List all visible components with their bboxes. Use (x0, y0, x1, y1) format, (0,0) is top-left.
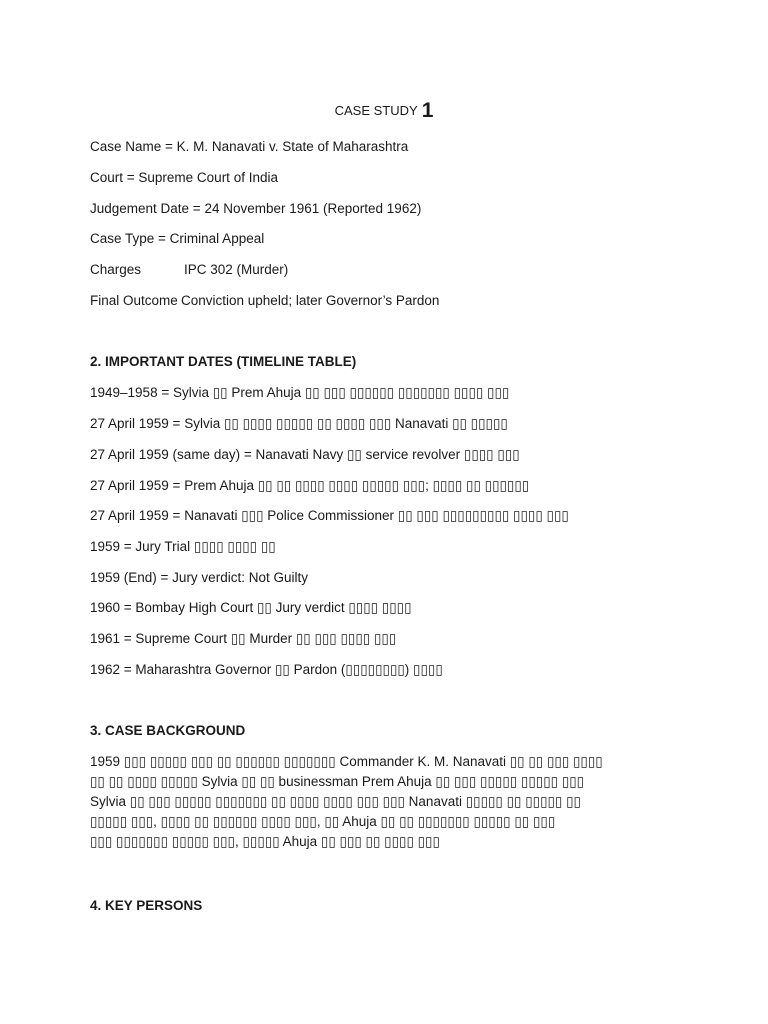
paragraph-line: ▯▯ ▯▯ ▯▯▯▯ ▯▯▯▯▯ Sylvia ▯▯ ▯▯ businessman Prem Ahuja ▯▯ ▯▯▯ ▯▯▯▯▯ ▯▯▯▯▯ ▯▯▯ (90, 774, 585, 789)
section-2-heading: 2. IMPORTANT DATES (TIMELINE TABLE) (90, 354, 357, 369)
paragraph-line: 1959 ▯▯▯ ▯▯▯▯▯ ▯▯▯ ▯▯ ▯▯▯▯▯▯ ▯▯▯▯▯▯▯ Commander K. M. Nanavati ▯▯ ▯▯ ▯▯▯ ▯▯▯▯ (90, 754, 603, 769)
timeline-item: 1961 = Supreme Court ▯▯ Murder ▯▯ ▯▯▯ ▯▯▯▯ ▯▯▯ (90, 631, 397, 646)
charges-label: Charges (90, 262, 142, 277)
timeline-item: 27 April 1959 = Sylvia ▯▯ ▯▯▯▯ ▯▯▯▯▯ ▯▯ ▯▯▯▯ ▯▯▯ Nanavati ▯▯ ▯▯▯▯▯ (90, 416, 508, 431)
timeline-item: 1949–1958 = Sylvia ▯▯ Prem Ahuja ▯▯ ▯▯▯ ▯▯▯▯▯▯ ▯▯▯▯▯▯▯ ▯▯▯▯ ▯▯▯ (90, 385, 510, 400)
judgement-date-line: Judgement Date = 24 November 1961 (Reported 1962) (90, 201, 422, 216)
charges-value: IPC 302 (Murder) (184, 262, 289, 277)
timeline-item: 27 April 1959 = Prem Ahuja ▯▯ ▯▯ ▯▯▯▯ ▯▯▯▯ ▯▯▯▯▯ ▯▯▯; ▯▯▯▯ ▯▯ ▯▯▯▯▯▯ (90, 478, 530, 493)
page-title (0, 98, 768, 124)
final-outcome-value: Conviction upheld; later Governor’s Pardon (181, 293, 440, 308)
case-type-line: Case Type = Criminal Appeal (90, 231, 265, 246)
timeline-item: 1959 (End) = Jury verdict: Not Guilty (90, 570, 308, 585)
timeline-item: 27 April 1959 (same day) = Nanavati Navy ▯▯ service revolver ▯▯▯▯ ▯▯▯ (90, 447, 520, 462)
charges-line (90, 260, 288, 280)
title-text: CASE STUDY (334, 103, 418, 118)
timeline-item: 1960 = Bombay High Court ▯▯ Jury verdict ▯▯▯▯ ▯▯▯▯ (90, 600, 412, 615)
timeline-item: 27 April 1959 = Nanavati ▯▯▯ Police Commissioner ▯▯ ▯▯▯ ▯▯▯▯▯▯▯▯▯ ▯▯▯▯ ▯▯▯ (90, 508, 569, 523)
final-outcome-line (90, 291, 439, 311)
case-name-line: Case Name = K. M. Nanavati v. State of Maharashtra (90, 139, 409, 154)
paragraph-line: ▯▯▯ ▯▯▯▯▯▯▯ ▯▯▯▯▯ ▯▯▯, ▯▯▯▯▯ Ahuja ▯▯ ▯▯▯ ▯▯ ▯▯▯▯ ▯▯▯ (90, 834, 440, 849)
paragraph-line: Sylvia ▯▯ ▯▯▯ ▯▯▯▯▯ ▯▯▯▯▯▯▯ ▯▯ ▯▯▯▯ ▯▯▯▯ ▯▯▯ ▯▯▯ Nanavati ▯▯▯▯▯ ▯▯ ▯▯▯▯▯ ▯▯ (90, 794, 581, 809)
section-4-heading: 4. KEY PERSONS (90, 898, 203, 913)
section-3-heading: 3. CASE BACKGROUND (90, 723, 246, 738)
title-number: 1 (421, 99, 434, 122)
paragraph-line: ▯▯▯▯▯ ▯▯▯, ▯▯▯▯ ▯▯ ▯▯▯▯▯▯ ▯▯▯▯ ▯▯▯, ▯▯ Ahuja ▯▯ ▯▯ ▯▯▯▯▯▯▯ ▯▯▯▯▯ ▯▯ ▯▯▯ (90, 814, 556, 829)
timeline-item: 1959 = Jury Trial ▯▯▯▯ ▯▯▯▯ ▯▯ (90, 539, 276, 554)
case-background-paragraph (90, 752, 686, 852)
court-line: Court = Supreme Court of India (90, 170, 278, 185)
timeline-item: 1962 = Maharashtra Governor ▯▯ Pardon (▯▯▯▯▯▯▯▯) ▯▯▯▯ (90, 662, 443, 677)
final-outcome-label: Final Outcome (90, 293, 178, 308)
